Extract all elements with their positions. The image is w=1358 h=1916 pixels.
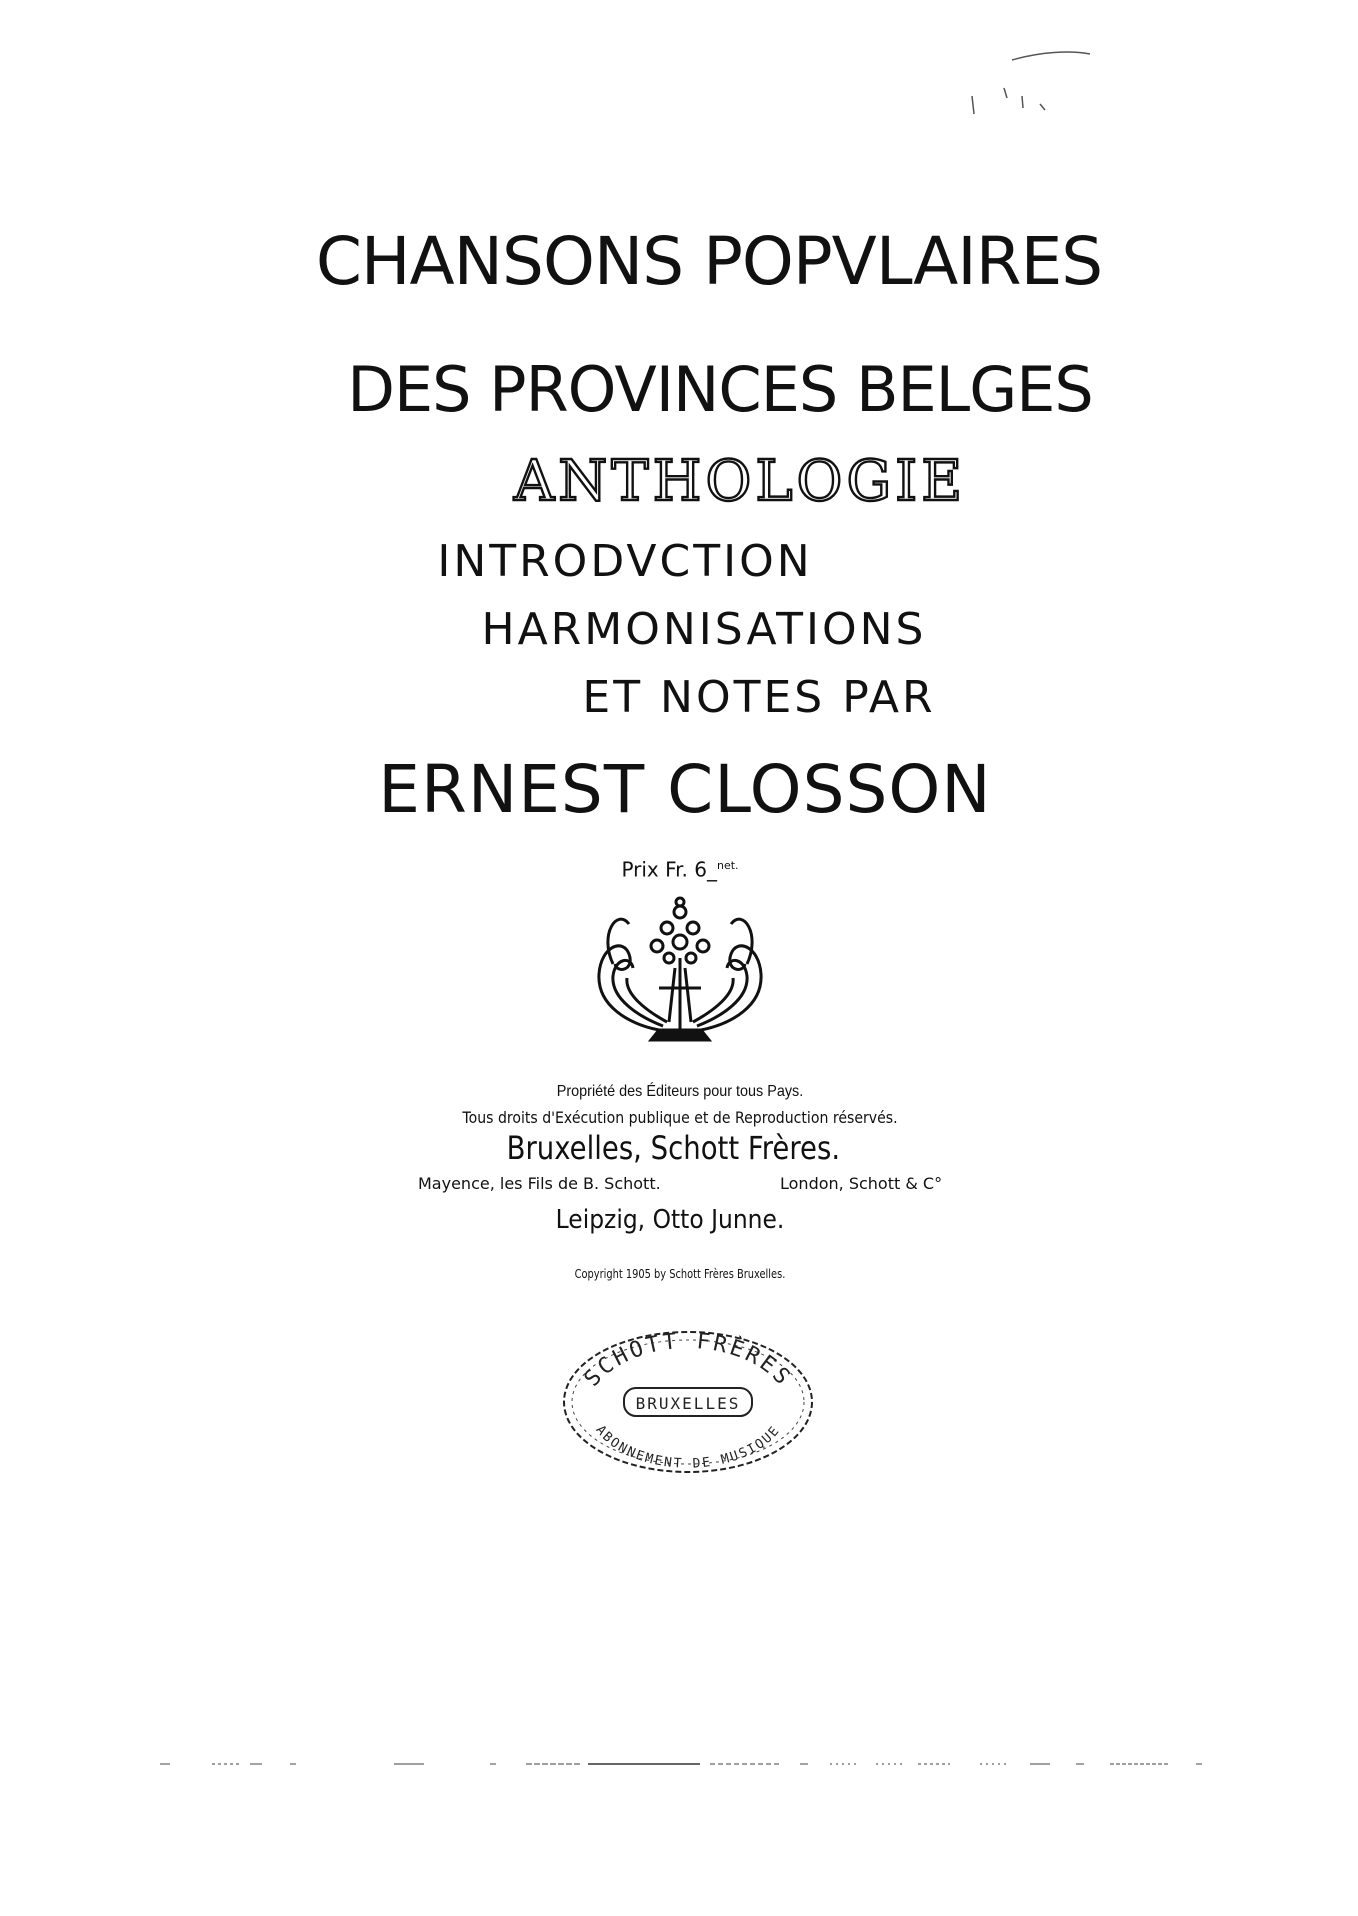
stamp-middle-text: BRUXELLES <box>635 1394 741 1413</box>
anthology-heading: ANTHOLOGIE <box>513 449 967 514</box>
subtitle-line-1: INTRODVCTION <box>437 536 813 587</box>
subtitle-line-3: ET NOTES PAR <box>582 672 936 723</box>
vase-with-flowers-icon <box>589 894 771 1048</box>
subtitle-line-2: HARMONISATIONS <box>481 604 927 655</box>
copyright-notice: Copyright 1905 by Schott Frères Bruxelles. <box>574 1267 786 1281</box>
publisher-mayence: Mayence, les Fils de B. Schott. <box>418 1174 661 1193</box>
svg-text:ABONNEMENT DE MUSIQUE <box>592 1423 783 1472</box>
svg-text:SCHOTT FRÈRES <box>580 1329 797 1392</box>
price <box>600 854 760 882</box>
publisher-stamp <box>550 1322 826 1480</box>
author-name: ERNEST CLOSSON <box>378 751 992 828</box>
stamp-top-text: SCHOTT FRÈRES <box>579 1329 797 1392</box>
rights-line-2: Tous droits d'Exécution publique et de Reproduction réservés. <box>462 1108 898 1127</box>
publisher-london: London, Schott & C° <box>780 1174 943 1193</box>
title-line-1: CHANSONS POPVLAIRES <box>315 223 1103 300</box>
publisher-main: Bruxelles, Schott Frères. <box>506 1129 841 1167</box>
price-text: Prix Fr. 6_ <box>621 857 717 882</box>
price-suffix: net. <box>717 859 739 872</box>
stamp-bottom-text: ABONNEMENT DE MUSIQUE <box>592 1422 784 1472</box>
rights-line-1: Propriété des Éditeurs pour tous Pays. <box>556 1083 804 1100</box>
publisher-leipzig: Leipzig, Otto Junne. <box>555 1205 785 1235</box>
title-line-2: DES PROVINCES BELGES <box>347 353 1093 426</box>
